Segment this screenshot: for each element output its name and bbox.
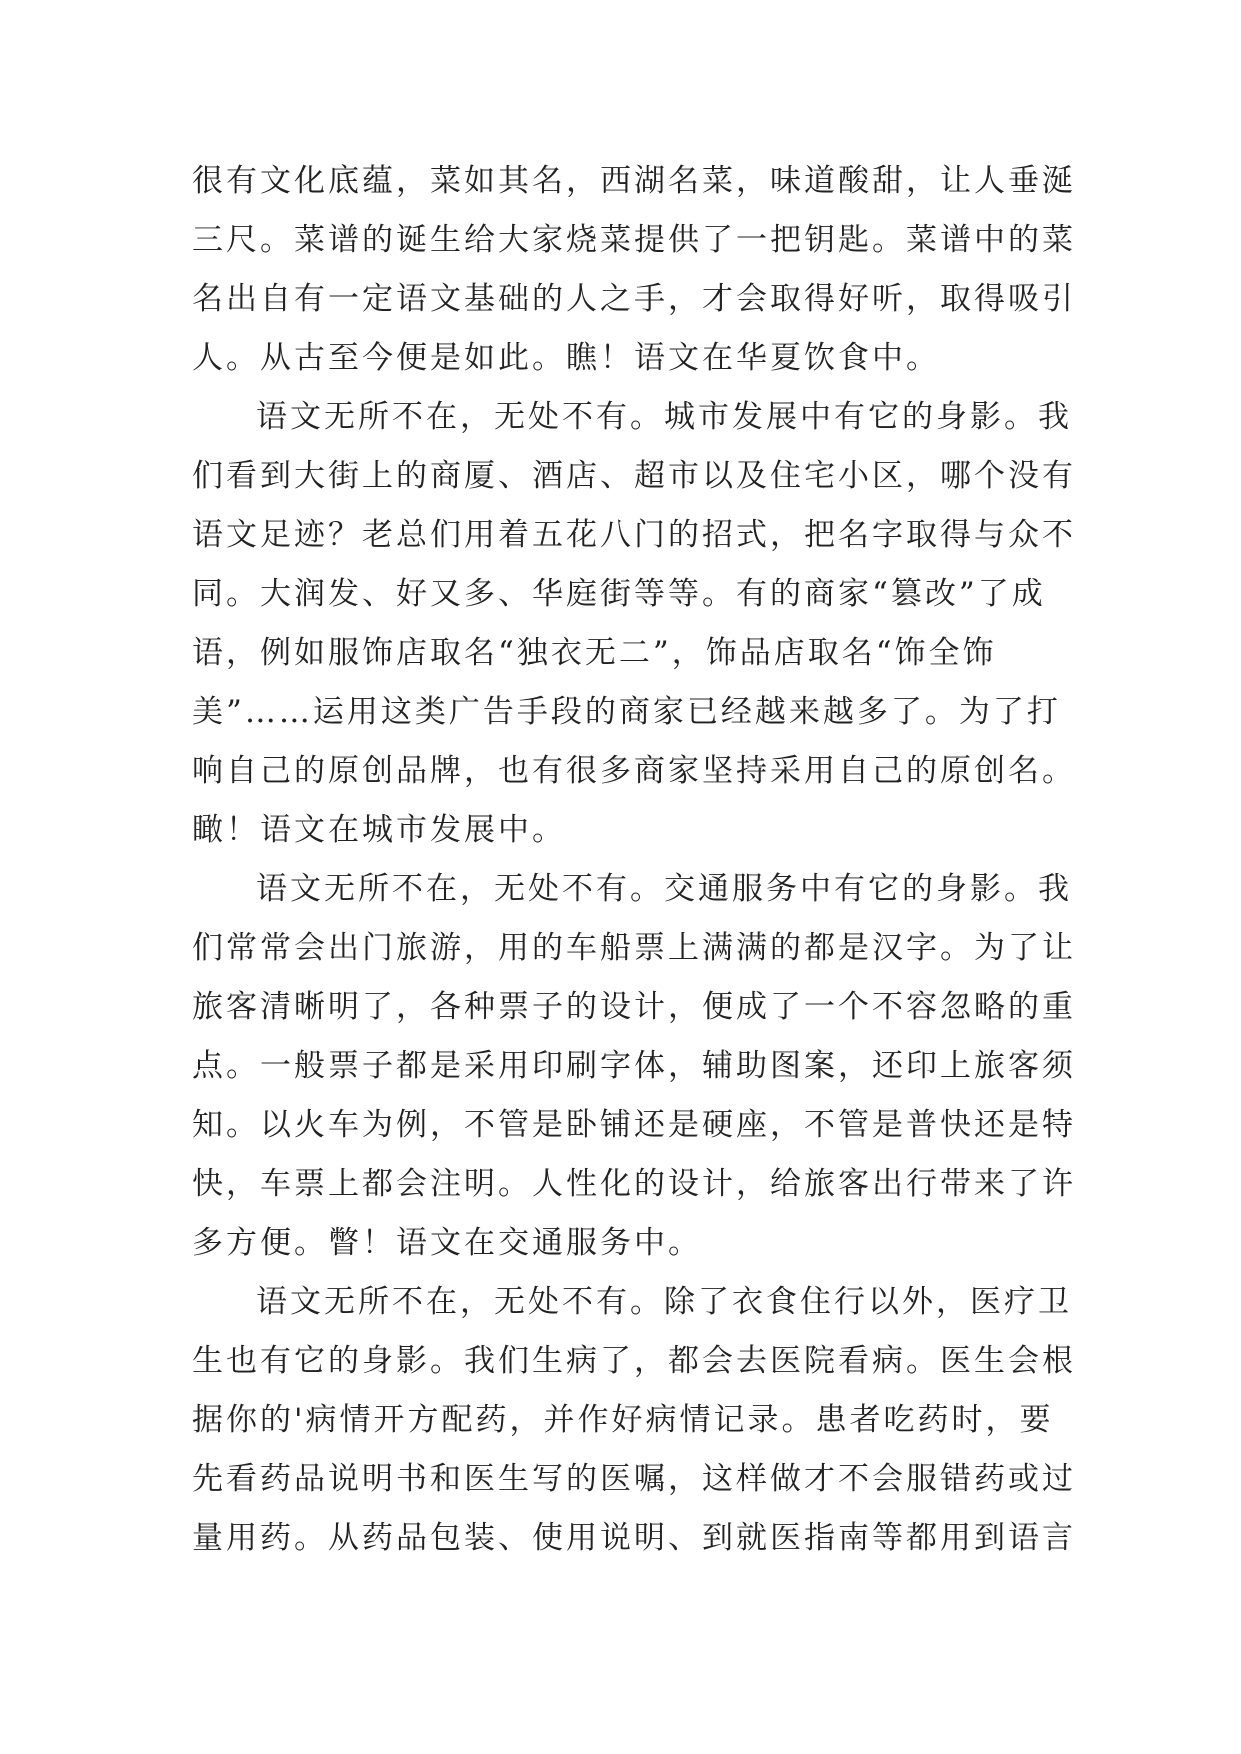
- text-line: 先看药品说明书和医生写的医嘱，这样做才不会服错药或过: [192, 1461, 1076, 1497]
- text-line: 据你的'病情开方配药，并作好病情记录。患者吃药时，要: [192, 1402, 1054, 1438]
- text-line: 语文无所不在，无处不有。除了衣食住行以外，医疗卫: [256, 1284, 1072, 1320]
- text-line: 美”……运用这类广告手段的商家已经越来越多了。为了打: [192, 694, 1061, 730]
- paragraph-medical: [192, 1273, 1076, 1568]
- text-line: 语，例如服饰店取名“独衣无二”，饰品店取名“饰全饰: [192, 635, 997, 671]
- text-line: 语文无所不在，无处不有。城市发展中有它的身影。我: [256, 399, 1072, 435]
- text-line: 多方便。瞥！语文在交通服务中。: [192, 1225, 702, 1261]
- text-line: 响自己的原创品牌，也有很多商家坚持采用自己的原创名。: [192, 753, 1076, 789]
- text-line: 生也有它的身影。我们生病了，都会去医院看病。医生会根: [192, 1343, 1076, 1379]
- text-line: 名出自有一定语文基础的人之手，才会取得好听，取得吸引: [192, 281, 1076, 317]
- text-line: 们常常会出门旅游，用的车船票上满满的都是汉字。为了让: [192, 930, 1076, 966]
- text-line: 们看到大街上的商厦、酒店、超市以及住宅小区，哪个没有: [192, 458, 1076, 494]
- text-line: 量用药。从药品包装、使用说明、到就医指南等都用到语言: [192, 1520, 1076, 1556]
- paragraph-city: [192, 388, 1076, 860]
- text-line: 点。一般票子都是采用印刷字体，辅助图案，还印上旅客须: [192, 1048, 1076, 1084]
- text-line: 知。以火车为例，不管是卧铺还是硬座，不管是普快还是特: [192, 1107, 1076, 1143]
- text-line: 旅客清晰明了，各种票子的设计，便成了一个不容忽略的重: [192, 989, 1076, 1025]
- text-line: 三尺。菜谱的诞生给大家烧菜提供了一把钥匙。菜谱中的菜: [192, 222, 1076, 258]
- text-line: 很有文化底蕴，菜如其名，西湖名菜，味道酸甜，让人垂涎: [192, 163, 1076, 199]
- text-line: 语文无所不在，无处不有。交通服务中有它的身影。我: [256, 871, 1072, 907]
- paragraph-food: [192, 152, 1076, 388]
- text-line: 人。从古至今便是如此。瞧！语文在华夏饮食中。: [192, 340, 940, 376]
- text-line: 快，车票上都会注明。人性化的设计，给旅客出行带来了许: [192, 1166, 1076, 1202]
- document-body: [192, 152, 1076, 1568]
- paragraph-traffic: [192, 860, 1076, 1273]
- text-line: 同。大润发、好又多、华庭街等等。有的商家“篡改”了成: [192, 576, 1046, 612]
- text-line: 瞰！语文在城市发展中。: [192, 812, 566, 848]
- text-line: 语文足迹？老总们用着五花八门的招式，把名字取得与众不: [192, 517, 1076, 553]
